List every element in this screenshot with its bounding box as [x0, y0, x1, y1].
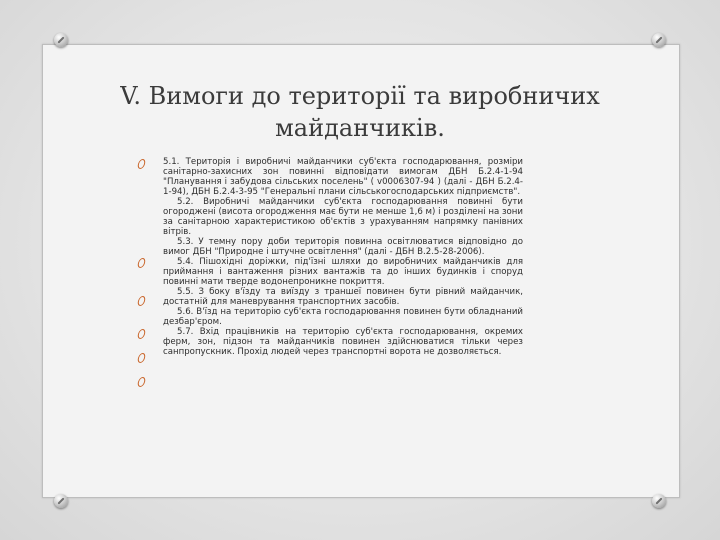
ring-bullet-icon — [138, 377, 146, 387]
paragraph: 5.7. Вхід працівників на територію суб'єкта господарювання, окремих ферм, зон, підзон та майданчиків повинен здійснюватися тільки через санпропускник. Прохід людей через транспортні ворота не дозволяється. — [163, 327, 523, 357]
paragraph: 5.1. Територія і виробничі майданчики суб'єкта господарювання, розміри санітарно-захисних зон повинні відповідати вимогам ДБН Б.2.4-1-94 "Планування і забудова сільських поселень" ( v0006307-94 ) (далі - ДБН Б.2.4-1-94), ДБН Б.2.4-3-95 "Генеральні плани сільськогосподарських підприємств". — [163, 157, 523, 197]
screw-icon — [652, 494, 666, 508]
screw-icon — [652, 33, 666, 47]
paragraph: 5.6. В'їзд на територію суб'єкта господарювання повинен бути обладнаний дезбар'єром. — [163, 307, 523, 327]
paragraph: 5.2. Виробничі майданчики суб'єкта господарювання повинні бути огороджені (висота огородження має бути не менше 1,6 м) і розділені на зони за санітарною характеристикою об'єктів з урахуванням напрямку панівних вітрів. — [163, 197, 523, 237]
ring-bullet-icon — [138, 329, 146, 339]
paragraph: 5.4. Пішохідні доріжки, під'їзні шляхи до виробничих майданчиків для приймання і вантаження різних вантажів та до інших будинків і споруд повинні мати тверде водонепроникне покриття. — [163, 257, 523, 287]
ring-bullet-icon — [138, 353, 146, 363]
ring-bullet-icon — [138, 296, 146, 306]
paragraph: 5.3. У темну пору доби територія повинна освітлюватися відповідно до вимог ДБН "Природне і штучне освітлення" (далі - ДБН В.2.5-28-2006). — [163, 237, 523, 257]
screw-icon — [54, 33, 68, 47]
paragraph: 5.5. З боку в'їзду та виїзду з траншеї повинен бути рівний майданчик, достатній для маневрування транспортних засобів. — [163, 287, 523, 307]
ring-bullet-icon — [138, 159, 146, 169]
screw-icon — [54, 494, 68, 508]
ring-bullet-icon — [138, 258, 146, 268]
body-text — [163, 157, 523, 357]
slide-title: V. Вимоги до території та виробничих майданчиків. — [120, 82, 600, 142]
